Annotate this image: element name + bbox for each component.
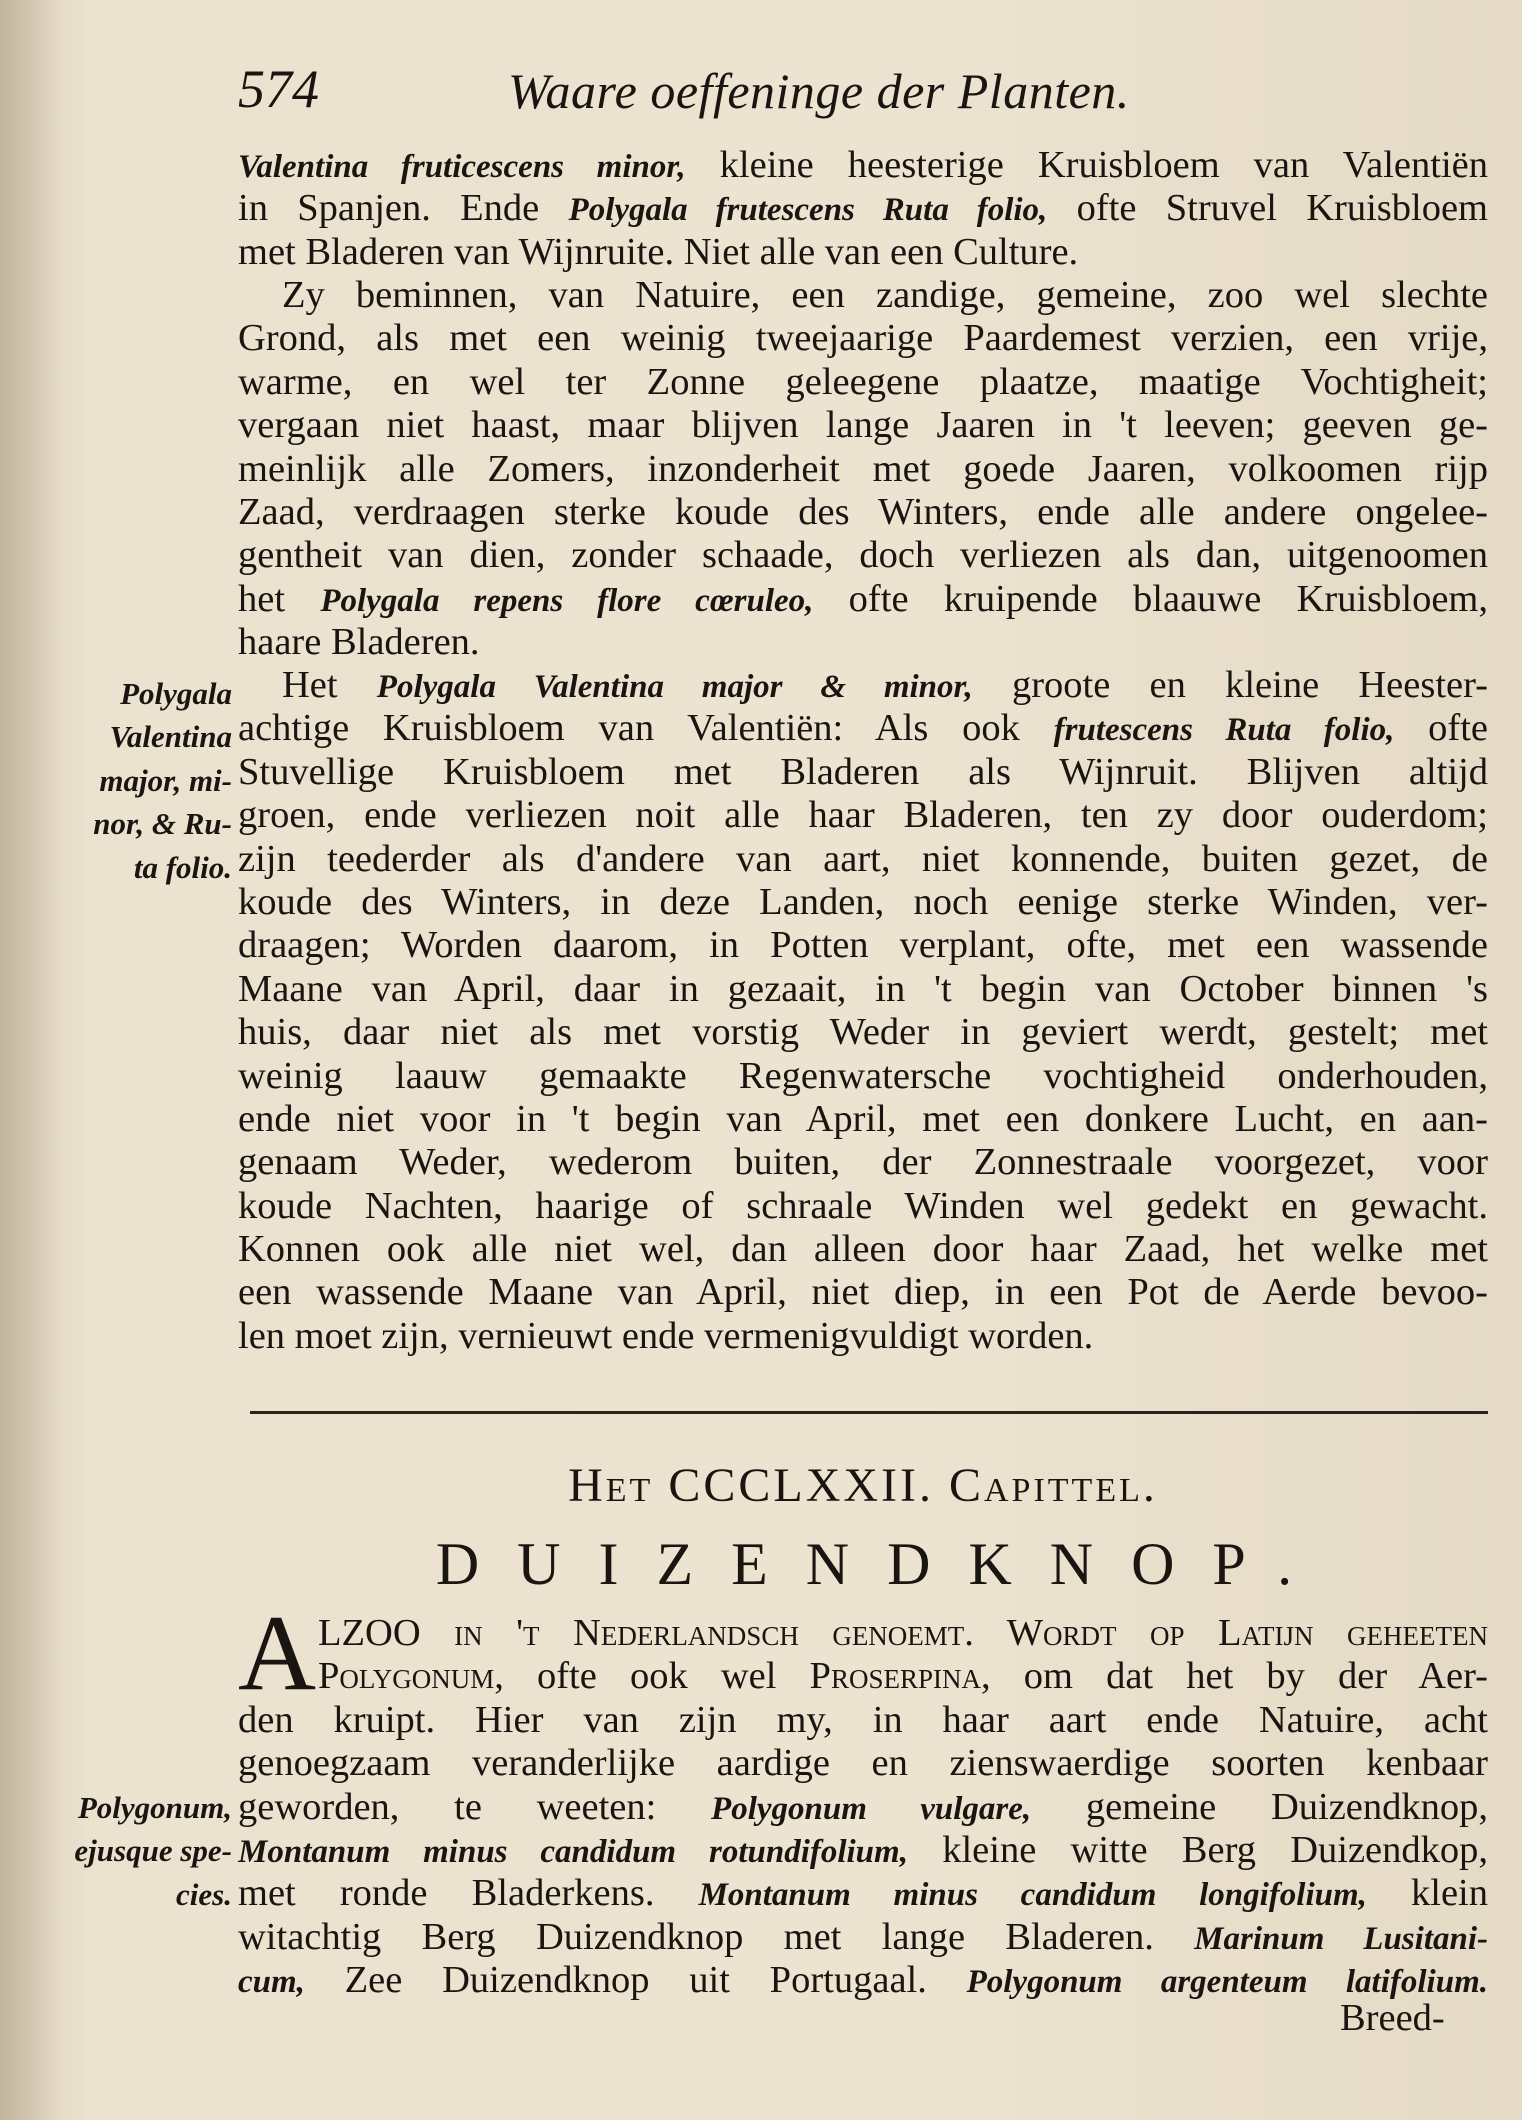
text-line: een wassende Maane van April, niet diep, in een Pot de Aerde bevoo- [238, 1271, 1488, 1314]
text-line: huis, daar niet als met vorstig Weder in geviert werdt, gestelt; met [238, 1011, 1488, 1054]
text-line: genoegzaam veranderlijke aardige en zienswaerdige soorten kenbaar [238, 1742, 1488, 1785]
latin-term: Polygala Valentina major & minor, [376, 669, 973, 705]
text-line: met Bladeren van Wijnruite. Niet alle van een Culture. [238, 230, 1079, 273]
text-line: met ronde Bladerkens. Montanum minus candidum longifolium, klein [238, 1872, 1488, 1915]
text-line: ende niet voor in 't begin van April, met een donkere Lucht, en aan- [238, 1097, 1488, 1140]
text-line: cum, Zee Duizendknop uit Portugaal. Polygonum argenteum latifolium. [238, 1959, 1488, 2002]
text-line: Stuvellige Kruisbloem met Bladeren als Wijnruit. Blijven altijd [238, 750, 1488, 793]
drop-capital: A [238, 1594, 316, 1713]
text-line: het Polygala repens flore cœruleo, ofte kruipende blaauwe Kruisbloem, [238, 577, 1488, 620]
text-line: koude Nachten, haarige of schraale Winden wel gedekt en gewacht. [238, 1184, 1488, 1227]
catchword: Breed- [1340, 1997, 1445, 2039]
text-line: vergaan niet haast, maar blijven lange Jaaren in 't leeven; geeven ge- [238, 404, 1488, 447]
paragraph-4 [238, 1612, 1488, 2003]
chapter-title: Het CCCLXXII. Capittel. [568, 1459, 1158, 1512]
latin-term: Polygonum vulgare, [711, 1790, 1032, 1827]
running-head: Waare oeffeninge der Planten. [508, 63, 1130, 119]
text-line: Maane van April, daar in gezaait, in 't begin van October binnen 's [238, 967, 1488, 1010]
text-line: meinlijk alle Zomers, inzonderheit met goede Jaaren, volkoomen rijp [238, 447, 1488, 490]
latin-term: Polygonum argenteum latifolium. [966, 1964, 1488, 2001]
text-line: genaam Weder, wederom buiten, der Zonnestraale voorgezet, voor [238, 1141, 1488, 1184]
text-line: witachtig Berg Duizendknop met lange Bladeren. Marinum Lusitani- [238, 1915, 1488, 1958]
latin-name: Polygonum, [318, 1655, 504, 1698]
text-line: den kruipt. Hier van zijn my, in haar aart ende Natuire, acht [238, 1698, 1488, 1741]
margin-note-polygonum: Polygonum, ejusque spe- cies. [74, 1790, 232, 1912]
text-line: Montanum minus candidum rotundifolium, kleine witte Berg Duizendkop, [238, 1828, 1488, 1871]
paragraph-2 [238, 274, 1488, 665]
paragraph-3 [238, 664, 1488, 1358]
page-header [238, 58, 1488, 148]
text-line: Valentina fruticescens minor, kleine heesterige Kruisbloem van Valentiën [238, 144, 1488, 186]
text-line: LZOO in 't Nederlandsch genoemt. Wordt op Latijn geheeten [318, 1612, 1488, 1654]
page-gutter-shadow [0, 0, 60, 2120]
text-line: Grond, als met een weinig tweejaarige Paardemest verzien, een vrije, [238, 317, 1488, 360]
chapter-name: DUIZENDKNOP. [435, 1531, 1331, 1597]
text-line: gentheit van dien, zonder schaade, doch verliezen als dan, uitgenoomen [238, 534, 1488, 577]
latin-term: Marinum Lusitani- [1194, 1920, 1488, 1957]
latin-term: Polygala repens flore cœruleo, [320, 582, 814, 619]
text-line: groen, ende verliezen noit alle haar Bladeren, ten zy door ouderdom; [238, 794, 1488, 837]
latin-term: Valentina fruticescens minor, [238, 149, 686, 185]
text-line: weinig laauw gemaakte Regenwatersche vochtigheid onderhouden, [238, 1054, 1488, 1097]
text-line: Het Polygala Valentina major & minor, groote en kleine Heester- [282, 664, 1488, 706]
text-line: Zaad, verdraagen sterke koude des Winters, ende alle andere ongelee- [238, 490, 1488, 533]
latin-term: Montanum minus candidum longifolium, [698, 1877, 1367, 1914]
margin-note-polygala: Polygala Valentina major, mi- nor, & Ru- ta folio. [93, 676, 232, 885]
text-line: haare Bladeren. [238, 621, 480, 664]
latin-term: frutescens Ruta folio, [1053, 712, 1395, 749]
text-line: Konnen ook alle niet wel, dan alleen door haar Zaad, het welke met [238, 1228, 1488, 1271]
text-line: achtige Kruisbloem van Valentiën: Als ook frutescens Ruta folio, ofte [238, 707, 1488, 750]
text-line: Polygonum, ofte ook wel Proserpina, om dat het by der Aer- [318, 1655, 1488, 1698]
text-line: Zy beminnen, van Natuire, een zandige, gemeine, zoo wel slechte [282, 274, 1488, 316]
latin-name: Proserpina, [809, 1655, 991, 1698]
latin-term: Montanum minus candidum rotundifolium, [238, 1833, 908, 1870]
page-number: 574 [238, 59, 319, 119]
latin-term: Polygala frutescens Ruta folio, [568, 192, 1048, 229]
text-line: geworden, te weeten: Polygonum vulgare, gemeine Duizendknop, [238, 1785, 1488, 1828]
section-divider [250, 1411, 1488, 1414]
text-line: koude des Winters, in deze Landen, noch eenige sterke Winden, ver- [238, 880, 1488, 923]
paragraph-1 [238, 144, 1488, 274]
text-line: zijn teederder als d'andere van aart, niet konnende, buiten gezet, de [238, 837, 1488, 880]
text-line: draagen; Worden daarom, in Potten verplant, ofte, met een wassende [238, 924, 1488, 967]
text-line: in Spanjen. Ende Polygala frutescens Ruta folio, ofte Struvel Kruisbloem [238, 187, 1488, 230]
text-line: warme, en wel ter Zonne geleegene plaatze, maatige Vochtigheit; [238, 360, 1488, 403]
latin-term: cum, [238, 1964, 305, 2001]
text-line: len moet zijn, vernieuwt ende vermenigvuldigt worden. [238, 1314, 1094, 1357]
